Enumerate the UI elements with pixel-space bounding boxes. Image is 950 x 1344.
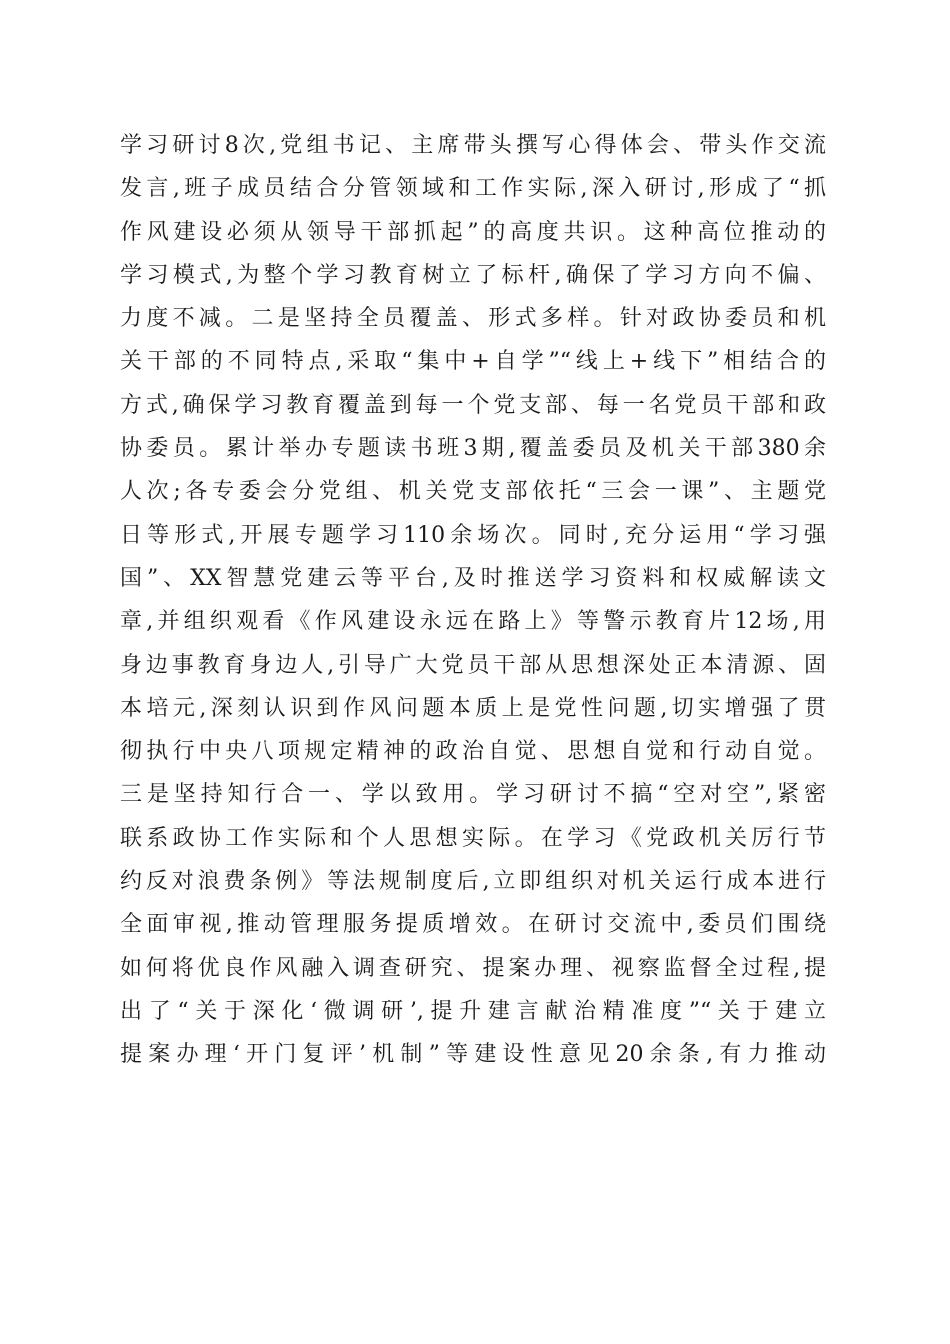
text-line: 关干部的不同特点,采取“集中+自学”“线上+线下”相结合的 (120, 349, 826, 375)
text-line: 本培元,深刻认识到作风问题本质上是党性问题,切实增强了贯 (120, 695, 826, 721)
text-line: 约反对浪费条例》等法规制度后,立即组织对机关运行成本进行 (120, 869, 826, 895)
body-paragraph (120, 124, 826, 1077)
text-line: 学习模式,为整个学习教育树立了标杆,确保了学习方向不偏、 (120, 262, 826, 288)
text-line: 方式,确保学习教育覆盖到每一个党支部、每一名党员干部和政 (120, 392, 826, 418)
text-line: 彻执行中央八项规定精神的政治自觉、思想自觉和行动自觉。 (120, 739, 826, 765)
text-line: 全面审视,推动管理服务提质增效。在研讨交流中,委员们围绕 (120, 912, 826, 938)
text-line: 发言,班子成员结合分管领域和工作实际,深入研讨,形成了“抓 (120, 176, 826, 202)
text-line: 联系政协工作实际和个人思想实际。在学习《党政机关厉行节 (120, 825, 826, 851)
text-line: 如何将优良作风融入调查研究、提案办理、视察监督全过程,提 (120, 955, 826, 981)
text-line: 三是坚持知行合一、学以致用。学习研讨不搞“空对空”,紧密 (120, 782, 826, 808)
text-line: 出了“关于深化‘微调研’,提升建言献治精准度”“关于建立 (120, 998, 826, 1024)
text-line: 学习研讨8次,党组书记、主席带头撰写心得体会、带头作交流 (120, 133, 826, 158)
text-line: 身边事教育身边人,引导广大党员干部从思想深处正本清源、固 (120, 652, 826, 678)
text-line: 国”、XX智慧党建云等平台,及时推送学习资料和权威解读文 (120, 565, 826, 591)
text-line: 力度不减。二是坚持全员覆盖、形式多样。针对政协委员和机 (120, 306, 826, 332)
text-line: 人次;各专委会分党组、机关党支部依托“三会一课”、主题党 (120, 479, 826, 505)
text-line: 章,并组织观看《作风建设永远在路上》等警示教育片12场,用 (120, 609, 826, 635)
text-line: 协委员。累计举办专题读书班3期,覆盖委员及机关干部380余 (120, 436, 826, 462)
text-line: 日等形式,开展专题学习110余场次。同时,充分运用“学习强 (120, 522, 826, 548)
text-line: 作风建设必须从领导干部抓起”的高度共识。这种高位推动的 (120, 219, 826, 245)
text-line: 提案办理‘开门复评’机制”等建设性意见20余条,有力推动 (120, 1042, 826, 1068)
